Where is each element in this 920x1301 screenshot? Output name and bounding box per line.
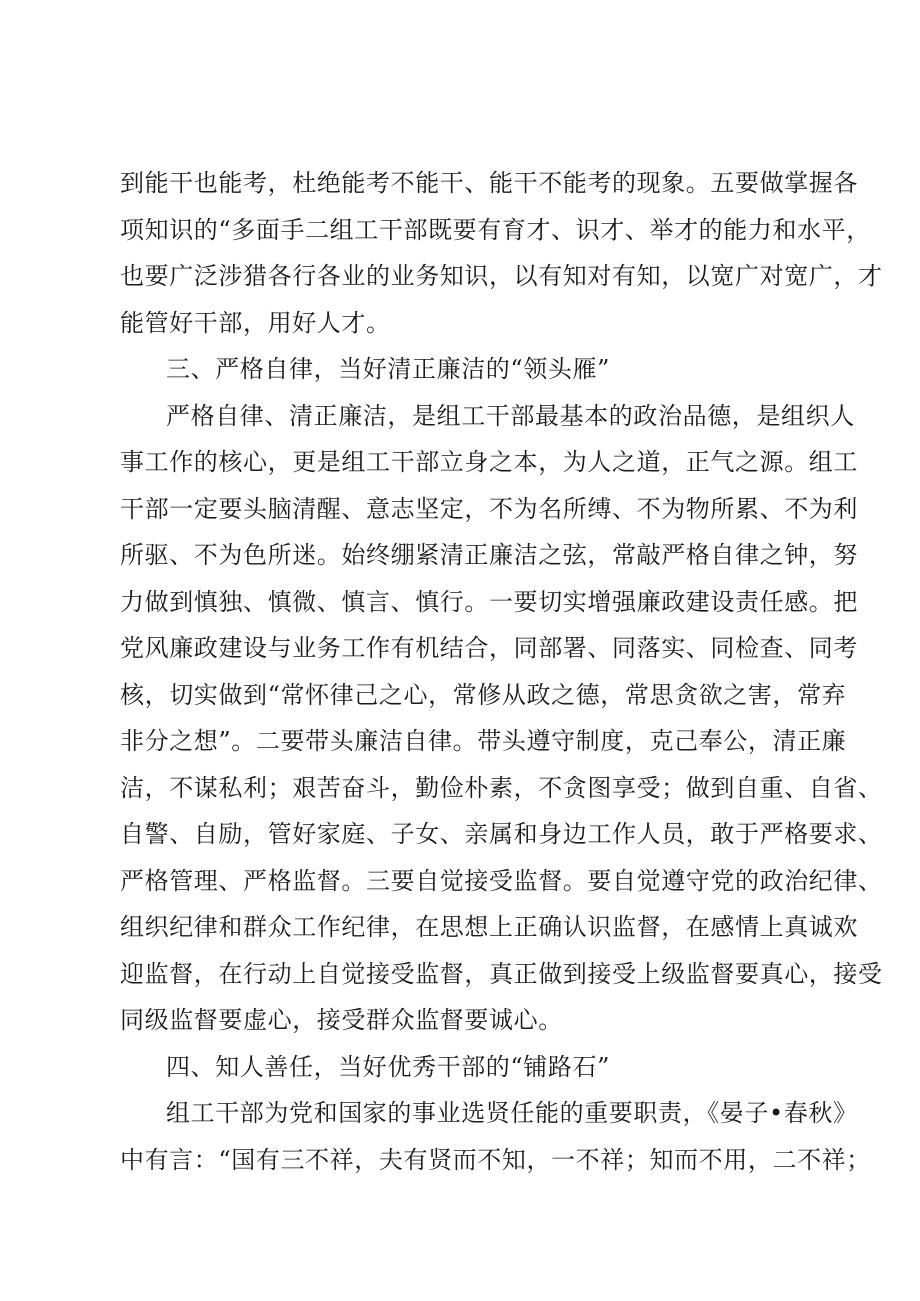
body-text-line: 核，切实做到“常怀律己之心，常修从政之德，常思贪欲之害，常弃 [120,680,847,709]
body-text-line: 同级监督要虚心，接受群众监督要诚心。 [120,1006,563,1034]
body-text-line: 中有言：“国有三不祥，夫有贤而不知，一不祥；知而不用，二不祥； [120,1145,871,1174]
section-heading-3: 三、严格自律，当好清正廉洁的“领头雁” [166,355,610,383]
body-text-line: 所驱、不为色所迷。始终绷紧清正廉洁之弦，常敲严格自律之钟，努 [120,541,858,569]
section-heading-4: 四、知人善任，当好优秀干部的“铺路石” [166,1052,610,1081]
body-text-line: 项知识的“多面手二组工干部既要有育才、识才、举才的能力和水平， [120,215,871,244]
document-body [120,160,883,1183]
body-text-line: 事工作的核心，更是组工干部立身之本，为人之道，正气之源。组工 [120,448,858,476]
body-text-line: 也要广泛涉猎各行各业的业务知识，以有知对有知，以宽广对宽广，才 [120,262,883,290]
body-text-line: 到能干也能考，杜绝能考不能干、能干不能考的现象。五要做掌握各 [120,169,858,197]
body-text-line: 非分之想”。二要带头廉洁自律。带头遵守制度，克己奉公，清正廉 [120,727,847,755]
body-text-line: 严格自律、清正廉洁，是组工干部最基本的政治品德，是组织人 [166,401,855,430]
body-text-line: 严格管理、严格监督。三要自觉接受监督。要自觉遵守党的政治纪律、 [120,866,883,895]
body-text-line: 自警、自励，管好家庭、子女、亲属和身边工作人员，敢于严格要求、 [120,820,883,848]
body-text-line: 洁，不谋私利；艰苦奋斗，勤俭朴素，不贪图享受；做到自重、自省、 [120,773,883,802]
body-text-line: 党风廉政建设与业务工作有机结合，同部署、同落实、同检查、同考 [120,634,858,662]
body-text-line: 能管好干部，用好人才。 [120,308,391,337]
body-text-line: 干部一定要头脑清醒、意志坚定，不为名所缚、不为物所累、不为利 [120,494,858,523]
body-text-line: 组织纪律和群众工作纪律，在思想上正确认识监督，在感情上真诚欢 [120,913,858,941]
body-text-line: 力做到慎独、慎微、慎言、慎行。一要切实增强廉政建设责任感。把 [120,587,858,616]
body-text-line: 迎监督，在行动上自觉接受监督，真正做到接受上级监督要真心，接受 [120,959,883,988]
body-text-line: 组工干部为党和国家的事业选贤任能的重要职责，《晏子•春秋》 [166,1099,858,1127]
